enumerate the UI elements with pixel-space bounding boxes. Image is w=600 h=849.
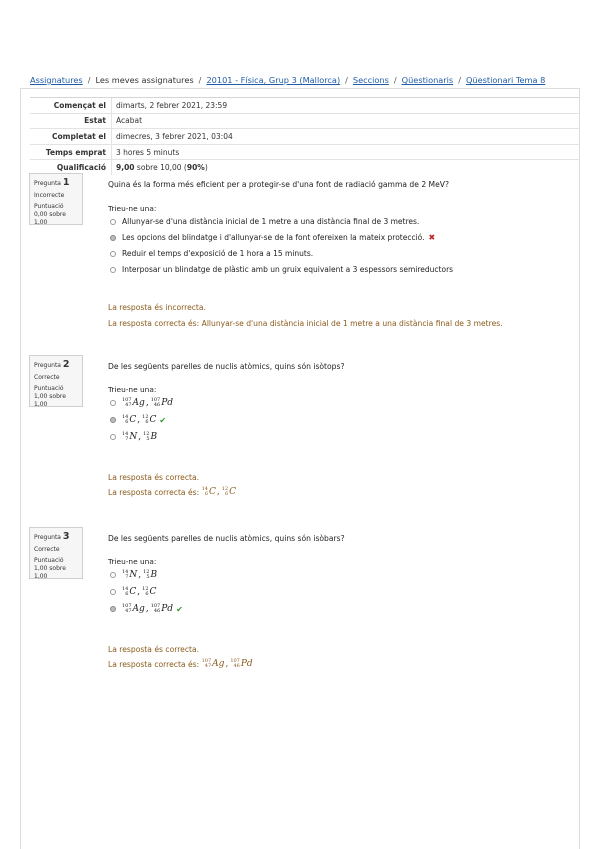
nuclide xyxy=(143,432,157,442)
comma-separator: , xyxy=(137,415,141,425)
nuclide-numbers xyxy=(202,487,208,497)
question-1-option-2[interactable] xyxy=(110,233,435,242)
element-symbol: B xyxy=(150,432,158,442)
correct-answer-prefix: La resposta correcta és: xyxy=(108,319,200,328)
question-state: Incorrecte xyxy=(34,191,65,199)
breadcrumb-assignatures[interactable]: Assignatures xyxy=(30,75,83,85)
question-state: Correcte xyxy=(34,545,60,553)
comma-separator: , xyxy=(137,587,141,597)
element-symbol: C xyxy=(129,587,137,597)
breadcrumb-separator: / xyxy=(345,75,348,85)
comma-separator: , xyxy=(138,570,142,580)
summary-row-completed xyxy=(30,128,579,144)
radio-button[interactable] xyxy=(110,251,116,257)
mass-number: 12 xyxy=(142,586,149,592)
nuclide xyxy=(122,432,137,442)
nuclide xyxy=(142,415,156,425)
summary-label: Qualificació xyxy=(56,163,106,173)
summary-row-time xyxy=(30,144,579,160)
atomic-number: 46 xyxy=(153,402,161,408)
option-label: Les opcions del blindatge i d'allunyar-se de la font ofereixen la mateix protecció. xyxy=(122,233,425,242)
nuclide xyxy=(122,604,145,614)
summary-label: Completat el xyxy=(52,131,106,141)
comma-separator: , xyxy=(138,432,142,442)
nuclide xyxy=(122,570,137,580)
radio-button[interactable] xyxy=(110,219,116,225)
question-state: Correcte xyxy=(34,373,60,381)
nuclide-numbers xyxy=(143,432,149,442)
question-2-info xyxy=(29,355,83,407)
cross-icon: ✖ xyxy=(428,233,436,242)
element-symbol: Ag xyxy=(212,659,225,669)
atomic-number: 6 xyxy=(224,491,229,497)
grade-percent: 90% xyxy=(186,163,205,173)
question-2-text: De les següents parelles de nuclis atòmics, quins són isòtops? xyxy=(108,362,345,371)
atomic-number: 6 xyxy=(125,591,129,597)
question-label: Pregunta xyxy=(34,180,61,187)
content-frame xyxy=(20,88,580,849)
grade-value: 9,00 xyxy=(116,163,135,173)
summary-label: Temps emprat xyxy=(45,147,106,157)
nuclide xyxy=(122,587,136,597)
mass-number: 14 xyxy=(122,431,129,437)
summary-value: 3 hores 5 minuts xyxy=(111,145,179,160)
breadcrumb-seccions[interactable]: Seccions xyxy=(352,75,389,85)
nuclide-numbers xyxy=(151,604,161,614)
nuclide xyxy=(202,659,225,669)
correct-answer-formula xyxy=(202,487,237,497)
attempt-summary-table xyxy=(30,97,579,175)
atomic-number: 7 xyxy=(125,574,129,580)
breadcrumb-les-meves-assignatures: Les meves assignatures xyxy=(95,75,194,85)
nuclide xyxy=(143,570,157,580)
element-symbol: C xyxy=(229,487,237,497)
nuclide-numbers xyxy=(122,587,128,597)
option-formula xyxy=(122,604,174,614)
nuclide xyxy=(122,398,145,408)
nuclide-numbers xyxy=(122,415,128,425)
nuclide-numbers xyxy=(222,487,228,497)
mass-number: 12 xyxy=(142,414,149,420)
element-symbol: C xyxy=(209,487,216,497)
nuclide xyxy=(122,415,136,425)
mass-number: 107 xyxy=(122,603,132,609)
radio-button-selected[interactable] xyxy=(110,417,116,423)
nuclide-numbers xyxy=(122,432,128,442)
comma-separator: , xyxy=(216,487,220,497)
summary-value: Acabat xyxy=(111,114,142,129)
atomic-number: 47 xyxy=(125,608,132,614)
element-symbol: C xyxy=(129,415,137,425)
mass-number: 14 xyxy=(122,586,129,592)
atomic-number: 46 xyxy=(233,663,240,669)
element-symbol: N xyxy=(129,570,138,580)
nuclide-numbers xyxy=(122,570,128,580)
question-number: 2 xyxy=(62,359,70,370)
mass-number: 107 xyxy=(150,397,161,403)
question-2-feedback: La resposta és correcta. xyxy=(108,473,200,482)
element-symbol: C xyxy=(149,415,157,425)
mass-number: 14 xyxy=(201,486,208,492)
radio-button[interactable] xyxy=(110,572,116,578)
radio-button[interactable] xyxy=(110,589,116,595)
element-symbol: N xyxy=(129,432,138,442)
breadcrumb-course[interactable]: 20101 - Física, Grup 3 (Mallorca) xyxy=(206,75,341,85)
question-1-info xyxy=(29,173,83,225)
question-number: 3 xyxy=(62,531,70,542)
grade-close: ) xyxy=(204,163,208,173)
summary-value xyxy=(111,160,208,175)
breadcrumb-separator: / xyxy=(458,75,461,85)
nuclide-numbers xyxy=(122,398,132,408)
element-symbol: Ag xyxy=(132,398,145,408)
question-2-option-1[interactable] xyxy=(110,398,174,408)
nuclide xyxy=(222,487,236,497)
question-3-text: De les següents parelles de nuclis atòmics, quins són isòbars? xyxy=(108,534,345,543)
radio-button[interactable] xyxy=(110,267,116,273)
mass-number: 14 xyxy=(122,414,129,420)
atomic-number: 6 xyxy=(145,419,149,425)
breadcrumb-separator: / xyxy=(198,75,202,85)
element-symbol: B xyxy=(150,570,158,580)
question-3-option-1[interactable] xyxy=(110,570,158,580)
atomic-number: 7 xyxy=(125,436,129,442)
question-1-text: Quina és la forma més eficient per a protegir-se d'una font de radiació gamma de 2 MeV? xyxy=(108,180,450,189)
question-1-option-3[interactable] xyxy=(110,249,313,258)
check-icon: ✔ xyxy=(176,604,183,614)
atomic-number: 6 xyxy=(125,419,129,425)
mass-number: 107 xyxy=(122,397,132,403)
grade-total: sobre 10,00 ( xyxy=(136,163,187,173)
question-2-prompt: Trieu-ne una: xyxy=(108,385,157,394)
question-1-prompt: Trieu-ne una: xyxy=(108,204,157,213)
breadcrumb xyxy=(30,75,545,85)
question-3-feedback: La resposta és correcta. xyxy=(108,645,200,654)
option-label: Interposar un blindatge de plàstic amb un gruix equivalent a 3 espessors semireductors xyxy=(122,265,454,274)
comma-separator: , xyxy=(145,398,149,408)
breadcrumb-separator: / xyxy=(393,75,397,85)
nuclide xyxy=(142,587,156,597)
question-2-option-2[interactable] xyxy=(110,415,166,425)
question-label: Pregunta xyxy=(34,534,61,541)
mass-number: 14 xyxy=(122,569,129,575)
nuclide xyxy=(151,604,173,614)
option-formula xyxy=(122,587,157,597)
breadcrumb-quiz[interactable]: Qüestionari Tema 8 xyxy=(465,75,546,85)
correct-answer-prefix: La resposta correcta és: xyxy=(108,659,200,669)
correct-answer-formula xyxy=(202,659,254,669)
summary-row-started xyxy=(30,97,579,113)
correct-answer-text: Allunyar-se d'una distància inicial de 1 metre a una distància final de 3 metres. xyxy=(201,319,503,328)
nuclide-numbers xyxy=(202,659,212,669)
question-1-feedback: La resposta és incorrecta. xyxy=(108,303,206,312)
option-formula xyxy=(122,398,174,408)
option-formula xyxy=(122,415,157,425)
element-symbol: Pd xyxy=(240,659,253,669)
summary-label: Estat xyxy=(84,116,106,126)
question-marks: Puntuació 1,00 sobre 1,00 xyxy=(34,556,66,581)
comma-separator: , xyxy=(225,659,229,669)
nuclide xyxy=(151,398,173,408)
atomic-number: 47 xyxy=(125,402,132,408)
element-symbol: C xyxy=(149,587,157,597)
atomic-number: 6 xyxy=(204,491,208,497)
breadcrumb-separator: / xyxy=(87,75,91,85)
question-label: Pregunta xyxy=(34,362,61,369)
nuclide-numbers xyxy=(151,398,161,408)
summary-value: dimarts, 2 febrer 2021, 23:59 xyxy=(111,98,227,113)
question-1-option-4[interactable] xyxy=(110,265,453,274)
mass-number: 107 xyxy=(230,658,240,664)
atomic-number: 6 xyxy=(145,591,149,597)
mass-number: 12 xyxy=(143,569,150,575)
option-formula xyxy=(122,570,158,580)
summary-value: dimecres, 3 febrer 2021, 03:04 xyxy=(111,129,233,144)
atomic-number: 5 xyxy=(146,436,150,442)
nuclide-numbers xyxy=(230,659,240,669)
radio-button-selected[interactable] xyxy=(110,606,116,612)
question-marks: Puntuació 1,00 sobre 1,00 xyxy=(34,384,66,409)
nuclide-numbers xyxy=(143,570,149,580)
atomic-number: 46 xyxy=(153,608,161,614)
summary-row-state xyxy=(30,113,579,129)
question-3-prompt: Trieu-ne una: xyxy=(108,557,157,566)
question-marks: Puntuació 0,00 sobre 1,00 xyxy=(34,202,66,227)
summary-row-grade xyxy=(30,159,579,175)
nuclide-numbers xyxy=(142,415,148,425)
question-3-option-2[interactable] xyxy=(110,587,157,597)
mass-number: 12 xyxy=(143,431,150,437)
nuclide xyxy=(230,659,252,669)
nuclide xyxy=(202,487,216,497)
radio-button[interactable] xyxy=(110,434,116,440)
mass-number: 107 xyxy=(201,658,212,664)
radio-button-selected[interactable] xyxy=(110,235,116,241)
breadcrumb-questionaris[interactable]: Qüestionaris xyxy=(401,75,454,85)
atomic-number: 5 xyxy=(146,574,150,580)
element-symbol: Pd xyxy=(161,398,174,408)
nuclide-numbers xyxy=(122,604,132,614)
question-2-option-3[interactable] xyxy=(110,432,158,442)
summary-label: Començat el xyxy=(53,100,106,110)
question-3-correct-answer xyxy=(108,659,254,669)
mass-number: 107 xyxy=(150,603,161,609)
question-3-option-3[interactable] xyxy=(110,604,183,614)
question-1-option-1[interactable] xyxy=(110,217,419,226)
option-formula xyxy=(122,432,158,442)
radio-button[interactable] xyxy=(110,400,116,406)
question-number: 1 xyxy=(62,177,70,188)
correct-answer-prefix: La resposta correcta és: xyxy=(108,487,200,497)
check-icon: ✔ xyxy=(159,415,167,425)
nuclide-numbers xyxy=(142,587,148,597)
question-3-info xyxy=(29,527,83,579)
element-symbol: Ag xyxy=(132,604,145,614)
element-symbol: Pd xyxy=(161,604,174,614)
atomic-number: 47 xyxy=(204,663,212,669)
mass-number: 12 xyxy=(221,486,229,492)
comma-separator: , xyxy=(145,604,149,614)
question-1-correct-answer xyxy=(108,319,503,328)
option-label: Allunyar-se d'una distància inicial de 1 metre a una distància final de 3 metres. xyxy=(122,217,420,226)
question-2-correct-answer xyxy=(108,487,237,497)
option-label: Reduir el temps d'exposició de 1 hora a 15 minuts. xyxy=(122,249,314,258)
